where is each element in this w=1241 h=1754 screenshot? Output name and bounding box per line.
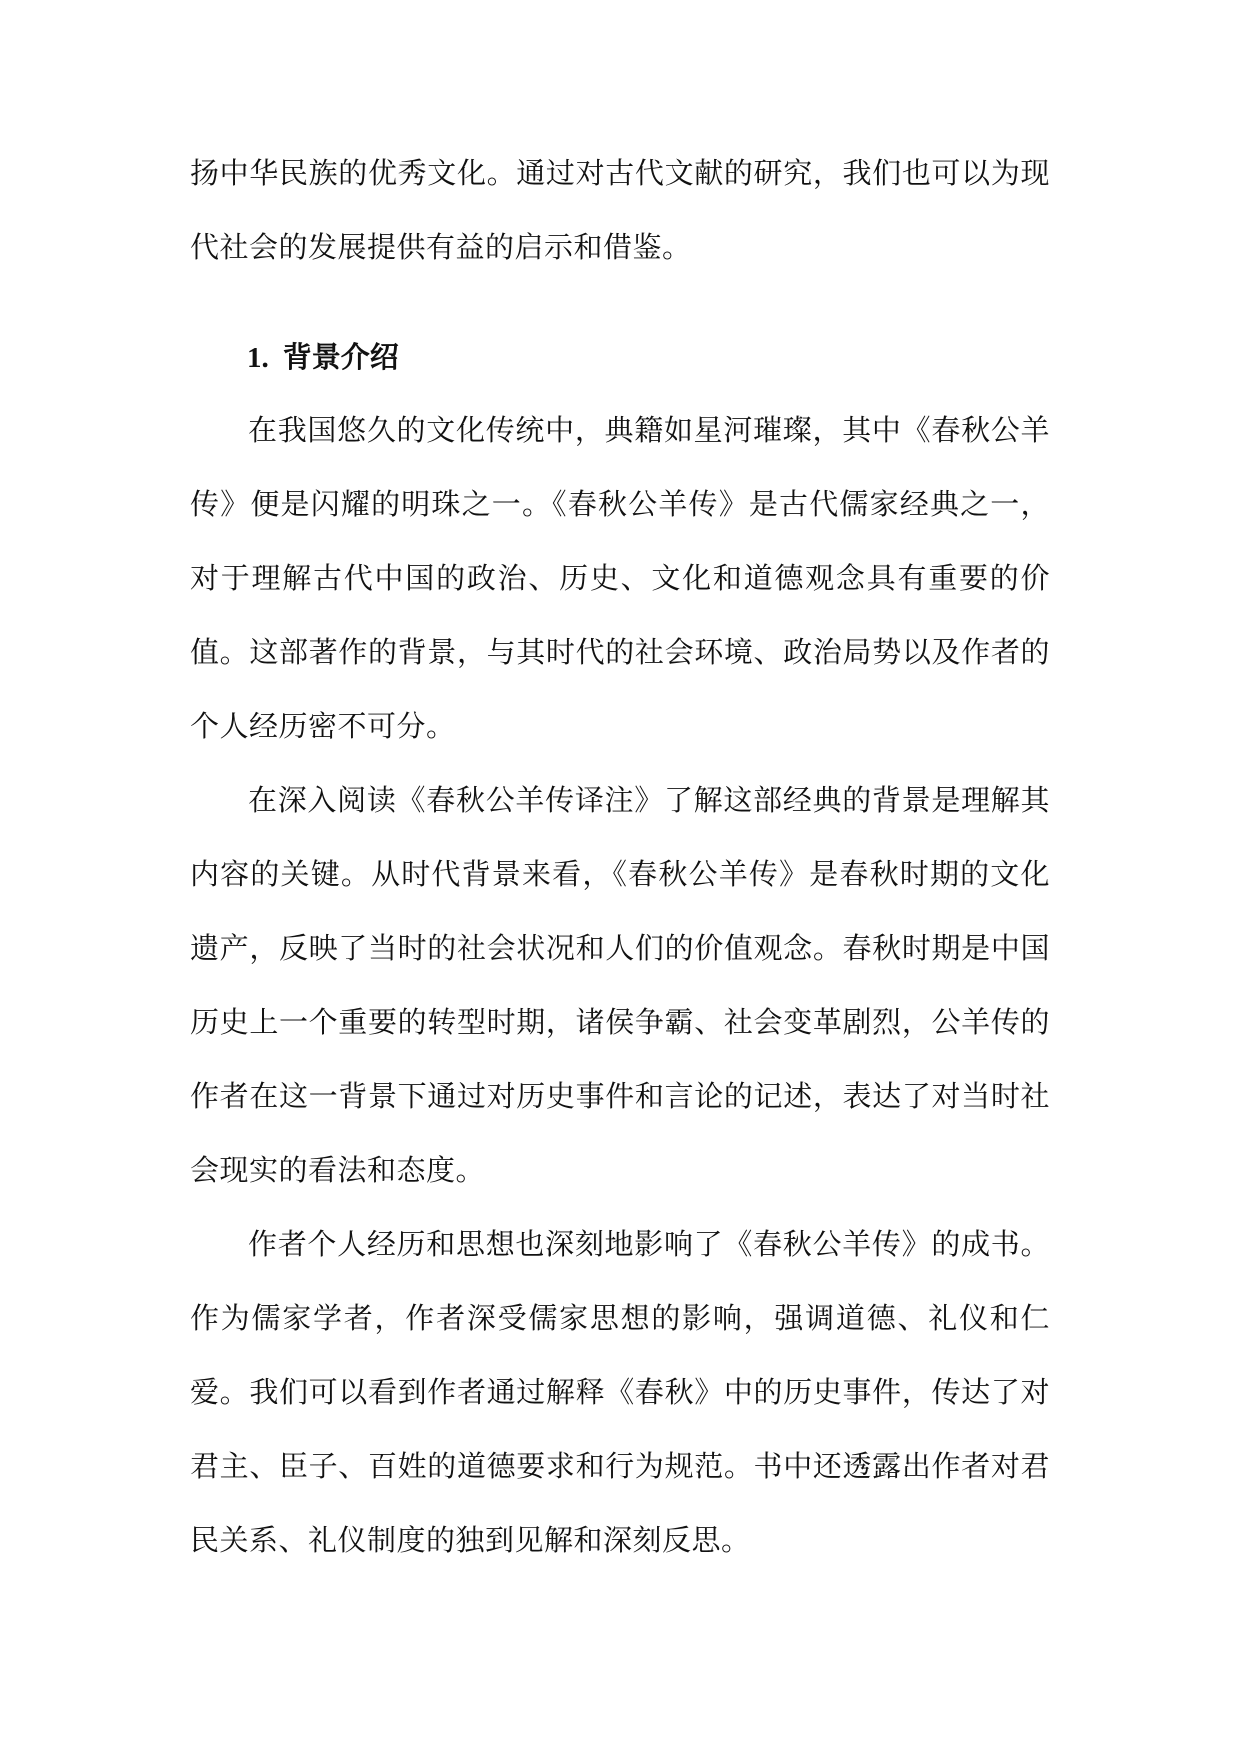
section-title: 背景介绍	[282, 340, 399, 374]
body-paragraph: 在深入阅读《春秋公羊传译注》了解这部经典的背景是理解其内容的关键。从时代背景来看，《春秋公羊传》是春秋时期的文化遗产，反映了当时的社会状况和人们的价值观念。春秋时期是中国历史上一个重要的转型时期，诸侯争霸、社会变革剧烈，公羊传的作者在这一背景下通过对历史事件和言论的记述，表达了对当时社会现实的看法和态度。	[190, 783, 1050, 1187]
body-paragraph: 作者个人经历和思想也深刻地影响了《春秋公羊传》的成书。作为儒家学者，作者深受儒家思想的影响，强调道德、礼仪和仁爱。我们可以看到作者通过解释《春秋》中的历史事件，传达了对君主、臣子、百姓的道德要求和行为规范。书中还透露出作者对君民关系、礼仪制度的独到见解和深刻反思。	[190, 1227, 1050, 1557]
body-paragraph: 在我国悠久的文化传统中，典籍如星河璀璨，其中《春秋公羊传》便是闪耀的明珠之一。《春秋公羊传》是古代儒家经典之一，对于理解古代中国的政治、历史、文化和道德观念具有重要的价值。这部著作的背景，与其时代的社会环境、政治局势以及作者的个人经历密不可分。	[190, 413, 1050, 743]
continuation-paragraph: 扬中华民族的优秀文化。通过对古代文献的研究，我们也可以为现代社会的发展提供有益的启示和借鉴。	[190, 156, 1050, 264]
section-heading	[247, 320, 399, 395]
section-number: 1.	[247, 342, 269, 374]
